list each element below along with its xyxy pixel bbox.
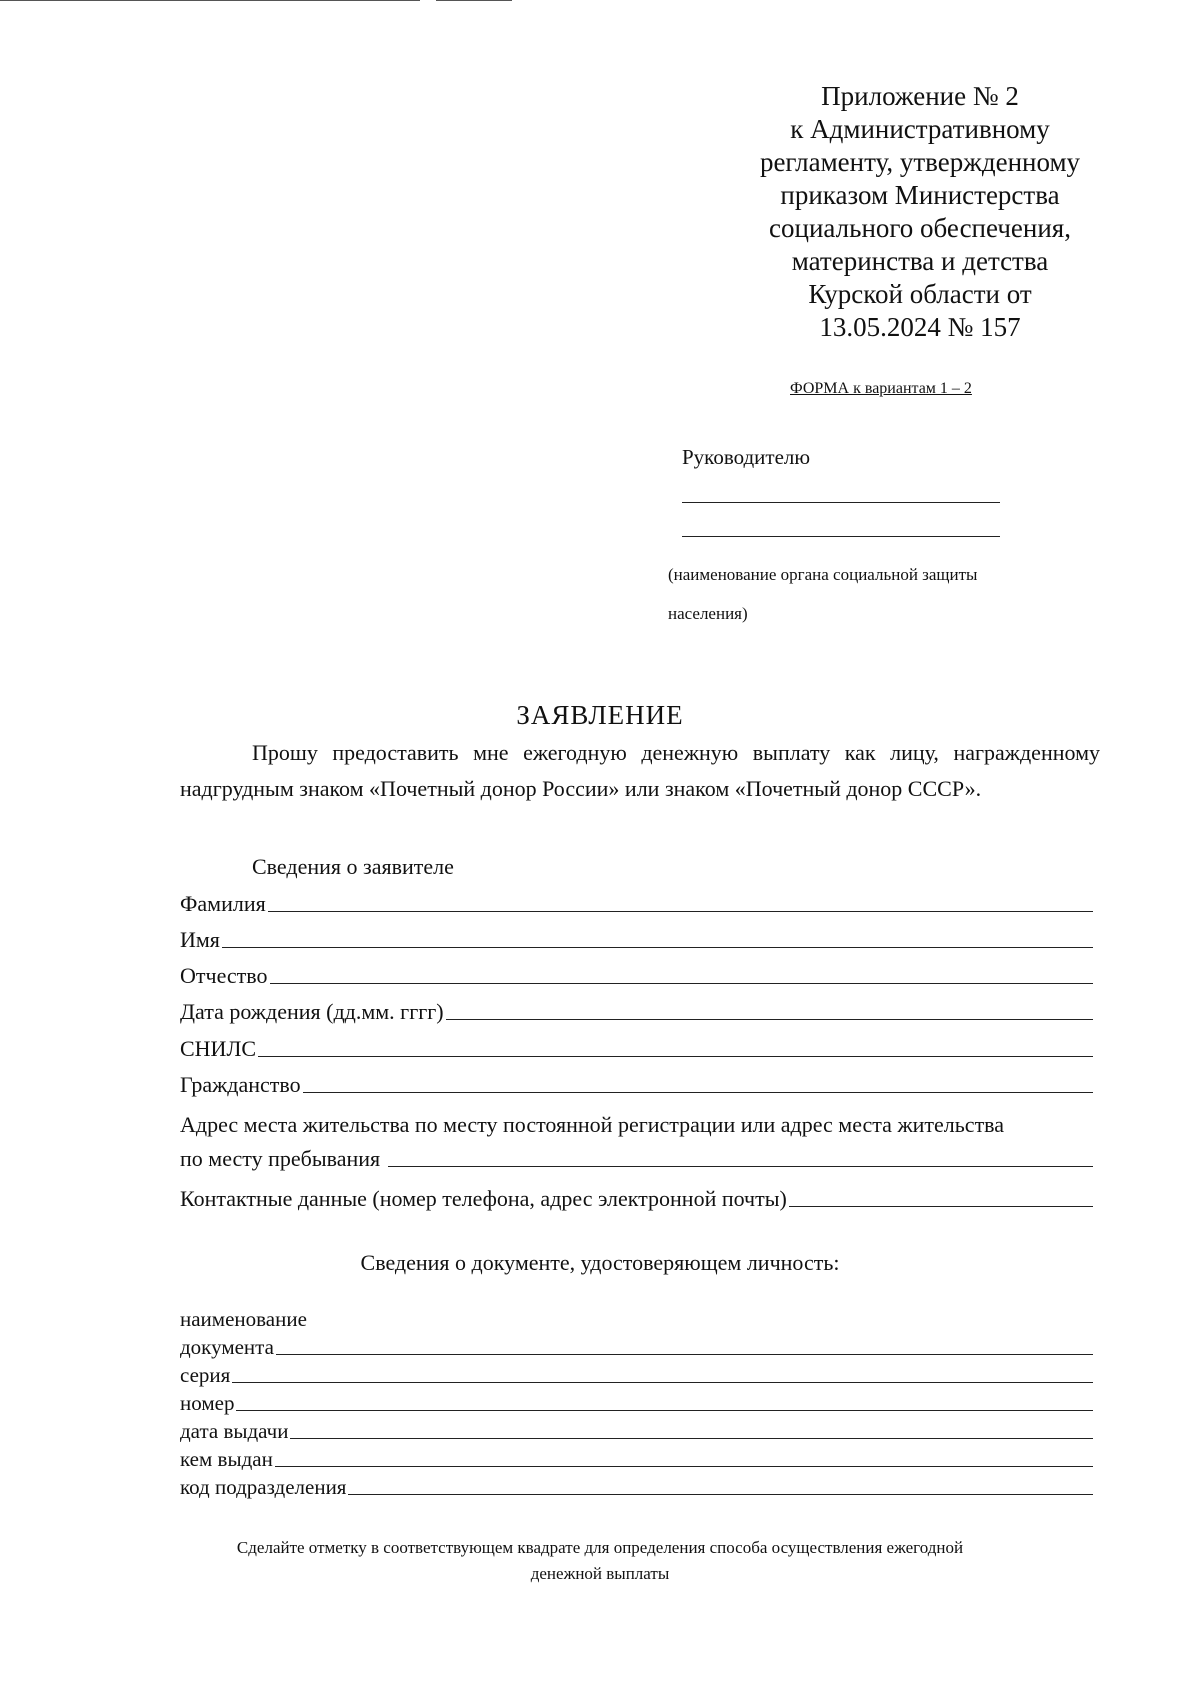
address-field[interactable] [180,1142,1093,1172]
payment-method-note-line: Сделайте отметку в соответствующем квадрате для определения способа осуществления ежегодной [236,1538,964,1557]
snils-label: СНИЛС [180,1036,257,1061]
name-line[interactable] [222,946,1093,948]
citizenship-label: Гражданство [180,1072,301,1097]
snils-field[interactable] [180,1032,1093,1062]
series-label: серия [180,1363,231,1387]
appendix-line: материнства и детства [791,246,1049,276]
patronymic-field[interactable] [180,959,1093,989]
number-line[interactable] [236,1409,1093,1411]
application-text: Прошу предоставить мне ежегодную денежную выплату как лицу, награжденному надгрудным знаком «Почетный донор России» или знаком «Почетный донор СССР». [180,740,1100,801]
birth-date-line[interactable] [446,1018,1093,1020]
issue-date-label: дата выдачи [180,1419,289,1443]
document-name-label: наименование [180,1307,307,1331]
division-code-label: код подразделения [180,1475,347,1499]
form-variant-note: ФОРМА к вариантам 1 – 2 [790,380,972,397]
citizenship-field[interactable] [180,1068,1093,1098]
payment-method-note-line: денежной выплаты [530,1564,670,1583]
series-field[interactable] [180,1360,1093,1388]
address-label: Адрес места жительства по месту постоянной регистрации или адрес места жительства [180,1112,1005,1137]
contacts-line[interactable] [789,1205,1093,1207]
division-code-field[interactable] [180,1472,1093,1500]
document-name-field[interactable] [180,1332,1093,1360]
citizenship-line[interactable] [303,1091,1093,1093]
appendix-line: приказом Министерства [780,180,1060,210]
issued-by-field[interactable] [180,1444,1093,1472]
surname-label: Фамилия [180,891,266,916]
address-line[interactable] [388,1165,1093,1167]
birth-date-field[interactable] [180,995,1093,1025]
document-name-label-continued: документа [180,1335,274,1359]
appendix-header [740,80,1100,344]
issue-date-line[interactable] [290,1437,1093,1439]
name-field[interactable] [180,923,1093,953]
appendix-line: 13.05.2024 № 157 [819,312,1021,342]
birth-date-label: Дата рождения (дд.мм. гггг) [180,999,444,1024]
surname-field[interactable] [180,887,1093,917]
recipient-caption-line: (наименование органа социальной защиты [668,565,978,584]
payment-method-note [150,1535,1050,1587]
recipient-caption-line: населения) [668,604,748,623]
document-name-line[interactable] [276,1353,1093,1355]
patronymic-line[interactable] [270,982,1094,984]
appendix-line: социального обеспечения, [769,213,1071,243]
scan-artifact-line [0,0,420,1]
number-label: номер [180,1391,235,1415]
appendix-line: к Административному [790,114,1050,144]
address-label-continued: по месту пребывания [180,1146,381,1171]
contacts-field[interactable] [180,1182,1093,1212]
series-line[interactable] [232,1381,1093,1383]
recipient-input-line[interactable] [682,536,1000,537]
appendix-line: Курской области от [808,279,1032,309]
recipient-input-line[interactable] [682,502,1000,503]
number-field[interactable] [180,1388,1093,1416]
document-title: ЗАЯВЛЕНИЕ [516,700,684,730]
snils-line[interactable] [258,1055,1093,1057]
scan-artifact-line [436,0,512,1]
issued-by-label: кем выдан [180,1447,273,1471]
id-document-heading: Сведения о документе, удостоверяющем личность: [360,1250,840,1275]
issue-date-field[interactable] [180,1416,1093,1444]
recipient-caption [668,555,1068,633]
applicant-heading: Сведения о заявителе [252,854,454,879]
appendix-line: регламенту, утвержденному [759,147,1081,177]
contacts-label: Контактные данные (номер телефона, адрес электронной почты) [180,1186,787,1211]
recipient-label: Руководителю [682,445,811,469]
division-code-line[interactable] [348,1493,1093,1495]
issued-by-line[interactable] [275,1465,1093,1467]
name-label: Имя [180,927,220,952]
surname-line[interactable] [268,910,1093,912]
appendix-line: Приложение № 2 [821,81,1019,111]
patronymic-label: Отчество [180,963,268,988]
